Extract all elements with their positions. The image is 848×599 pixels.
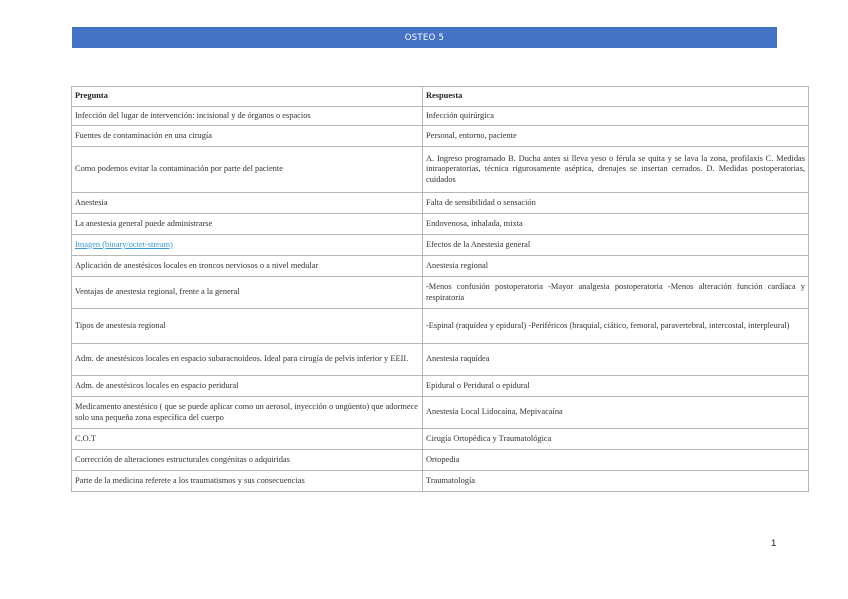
answer-cell: Cirugía Ortopédica y Traumatológica bbox=[423, 429, 809, 450]
table-row bbox=[72, 429, 809, 450]
answer-cell: Endovenosa, inhalada, mixta bbox=[423, 214, 809, 235]
table-row bbox=[72, 214, 809, 235]
table-row bbox=[72, 450, 809, 471]
table-row bbox=[72, 256, 809, 277]
question-cell: Fuentes de contaminación en una cirugía bbox=[72, 126, 423, 147]
answer-cell: Falta de sensibilidad o sensación bbox=[423, 193, 809, 214]
answer-cell: -Espinal (raquídea y epidural) -Periféricos (braquial, ciático, femoral, paravertebral, intercostal, interpleural) bbox=[423, 309, 809, 344]
table-header-row bbox=[72, 87, 809, 107]
qa-table bbox=[71, 86, 809, 492]
answer-cell: Anestesia raquídea bbox=[423, 344, 809, 376]
answer-cell: Anestesia Local Lidocaína, Mepivacaína bbox=[423, 397, 809, 429]
table-row bbox=[72, 397, 809, 429]
answer-cell: Personal, entorno, paciente bbox=[423, 126, 809, 147]
table-row bbox=[72, 309, 809, 344]
answer-cell: A. Ingreso programado B. Ducha antes si lleva yeso o férula se quita y se lava la zona, profilaxis C. Medidas intraoperatorias, técnica rigurosamente aséptica, drenajes se insertan cerrados. D. Medidas postoperatorias, cuidados bbox=[423, 147, 809, 193]
question-cell: C.O.T bbox=[72, 429, 423, 450]
page-number: 1 bbox=[771, 538, 777, 549]
question-cell: Infección del lugar de intervención: incisional y de órganos o espacios bbox=[72, 107, 423, 126]
table-row bbox=[72, 193, 809, 214]
question-cell: Corrección de alteraciones estructurales congénitas o adquiridas bbox=[72, 450, 423, 471]
document-header bbox=[72, 27, 777, 48]
question-cell: Medicamento anestésico ( que se puede aplicar como un aerosol, inyección o ungüento) que adormece solo una pequeña zona específica del cuerpo bbox=[72, 397, 423, 429]
table-row bbox=[72, 471, 809, 492]
table-row bbox=[72, 376, 809, 397]
question-cell: Adm. de anestésicos locales en espacio subaracnoideos. Ideal para cirugía de pelvis inferior y EEII. bbox=[72, 344, 423, 376]
table-row bbox=[72, 235, 809, 256]
answer-cell: Infección quirúrgica bbox=[423, 107, 809, 126]
question-cell: Ventajas de anestesia regional, frente a la general bbox=[72, 277, 423, 309]
question-cell: Aplicación de anestésicos locales en troncos nerviosos o a nivel medular bbox=[72, 256, 423, 277]
answer-cell: Efectos de la Anestesia general bbox=[423, 235, 809, 256]
table-row bbox=[72, 126, 809, 147]
table-row bbox=[72, 277, 809, 309]
column-header-question: Pregunta bbox=[72, 87, 423, 107]
question-cell: Adm. de anestésicos locales en espacio peridural bbox=[72, 376, 423, 397]
answer-cell: Ortopedia bbox=[423, 450, 809, 471]
document-title: OSTEO 5 bbox=[404, 32, 445, 43]
question-cell: Anestesia bbox=[72, 193, 423, 214]
table-row bbox=[72, 344, 809, 376]
answer-cell: -Menos confusión postoperatoria -Mayor analgesia postoperatoria -Menos alteración función cardíaca y respiratoria bbox=[423, 277, 809, 309]
question-cell: Tipos de anestesia regional bbox=[72, 309, 423, 344]
question-cell: La anestesia general puede administrarse bbox=[72, 214, 423, 235]
answer-cell: Anestesia regional bbox=[423, 256, 809, 277]
question-cell: Como podemos evitar la contaminación por parte del paciente bbox=[72, 147, 423, 193]
question-cell bbox=[72, 235, 423, 256]
question-cell: Parte de la medicina referete a los traumatismos y sus consecuencias bbox=[72, 471, 423, 492]
column-header-answer: Respuesta bbox=[423, 87, 809, 107]
table-row bbox=[72, 147, 809, 193]
table-body bbox=[72, 107, 809, 492]
answer-cell: Epidural o Peridural o epidural bbox=[423, 376, 809, 397]
answer-cell: Traumatología bbox=[423, 471, 809, 492]
table-row bbox=[72, 107, 809, 126]
image-link[interactable]: Imagen (binary/octet-stream) bbox=[75, 239, 173, 249]
